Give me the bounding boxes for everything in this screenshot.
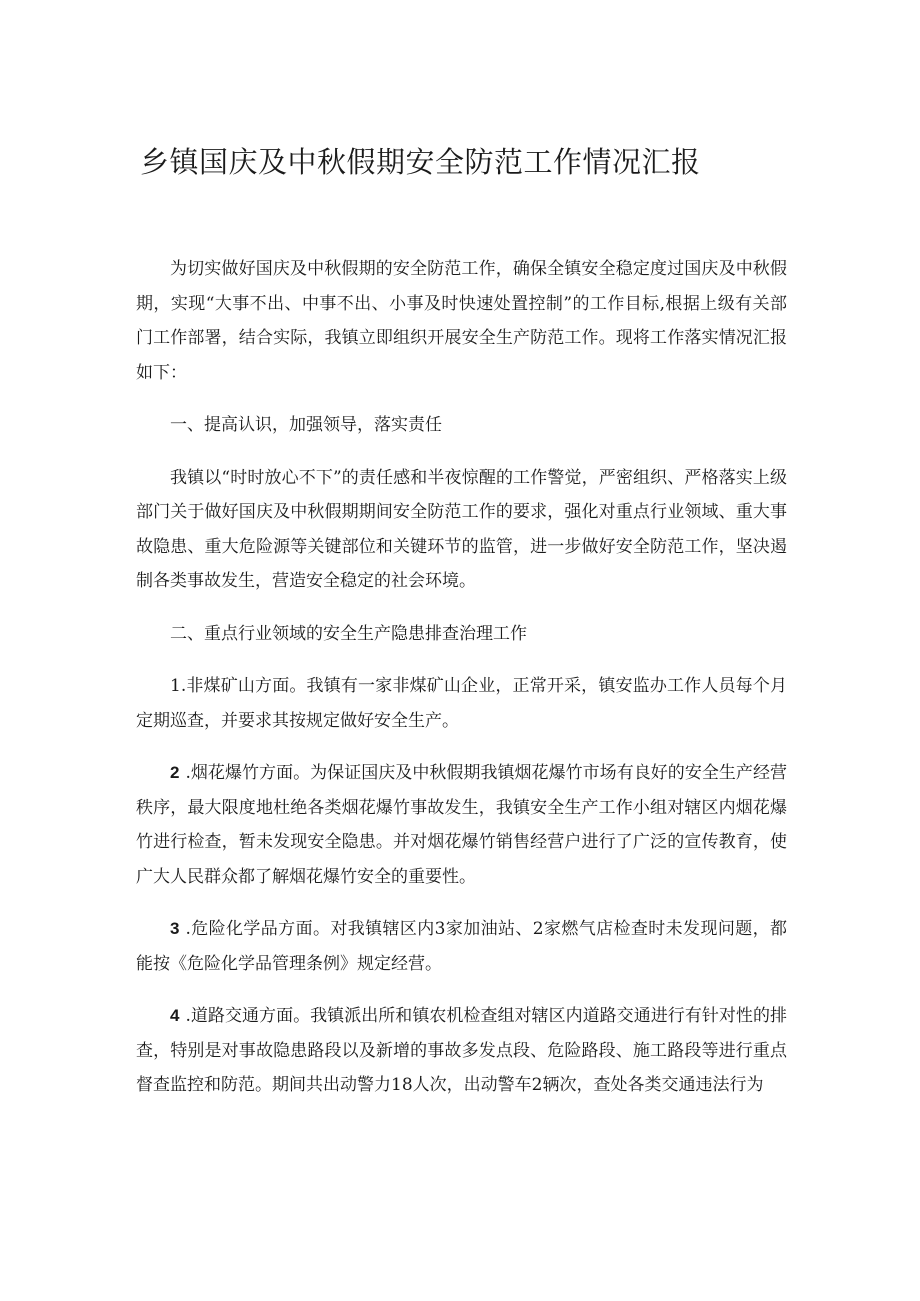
item-4-paragraph bbox=[136, 999, 787, 1103]
item-1-paragraph: 1.非煤矿山方面。我镇有一家非煤矿山企业，正常开采，镇安监办工作人员每个月定期巡查，并要求其按规定做好安全生产。 bbox=[136, 676, 787, 731]
item-3-paragraph bbox=[136, 912, 787, 981]
item-3-text: .危险化学品方面。对我镇辖区内3家加油站、2家燃气店检查时未发现问题，都能按《危险化学品管理条例》规定经营。 bbox=[136, 919, 787, 974]
item-2-number: 2 bbox=[170, 763, 180, 782]
item-4-number: 4 bbox=[170, 1006, 180, 1025]
document-title: 乡镇国庆及中秋假期安全防范工作情况汇报 bbox=[140, 145, 701, 179]
document-body bbox=[136, 252, 787, 1103]
item-2-text: .烟花爆竹方面。为保证国庆及中秋假期我镇烟花爆竹市场有良好的安全生产经营秩序，最大限度地杜绝各类烟花爆竹事故发生，我镇安全生产工作小组对辖区内烟花爆竹进行检查，暂未发现安全隐患。并对烟花爆竹销售经营户进行了广泛的宣传教育，使广大人民群众都了解烟花爆竹安全的重要性。 bbox=[136, 763, 787, 887]
intro-paragraph: 为切实做好国庆及中秋假期的安全防范工作，确保全镇安全稳定度过国庆及中秋假期，实现“大事不出、中事不出、小事及时快速处置控制”的工作目标,根据上级有关部门工作部署，结合实际，我镇立即组织开展安全生产防范工作。现将工作落实情况汇报如下： bbox=[136, 259, 787, 383]
section-1-heading: 一、提高认识，加强领导，落实责任 bbox=[170, 415, 442, 435]
item-3-number: 3 bbox=[170, 919, 180, 938]
item-2-paragraph bbox=[136, 756, 787, 894]
section-2-heading: 二、重点行业领域的安全生产隐患排查治理工作 bbox=[170, 623, 527, 644]
item-4-text: .道路交通方面。我镇派出所和镇农机检查组对辖区内道路交通进行有针对性的排查，特别是对事故隐患路段以及新增的事故多发点段、危险路段、施工路段等进行重点督查监控和防范。期间共出动警力18人次，出动警车2辆次，查处各类交通违法行为 bbox=[136, 1006, 787, 1095]
section-1-paragraph: 我镇以“时时放心不下”的责任感和半夜惊醒的工作警觉，严密组织、严格落实上级部门关于做好国庆及中秋假期期间安全防范工作的要求，强化对重点行业领域、重大事故隐患、重大危险源等关键部位和关键环节的监管，进一步做好安全防范工作，坚决遏制各类事故发生，营造安全稳定的社会环境。 bbox=[136, 467, 787, 591]
